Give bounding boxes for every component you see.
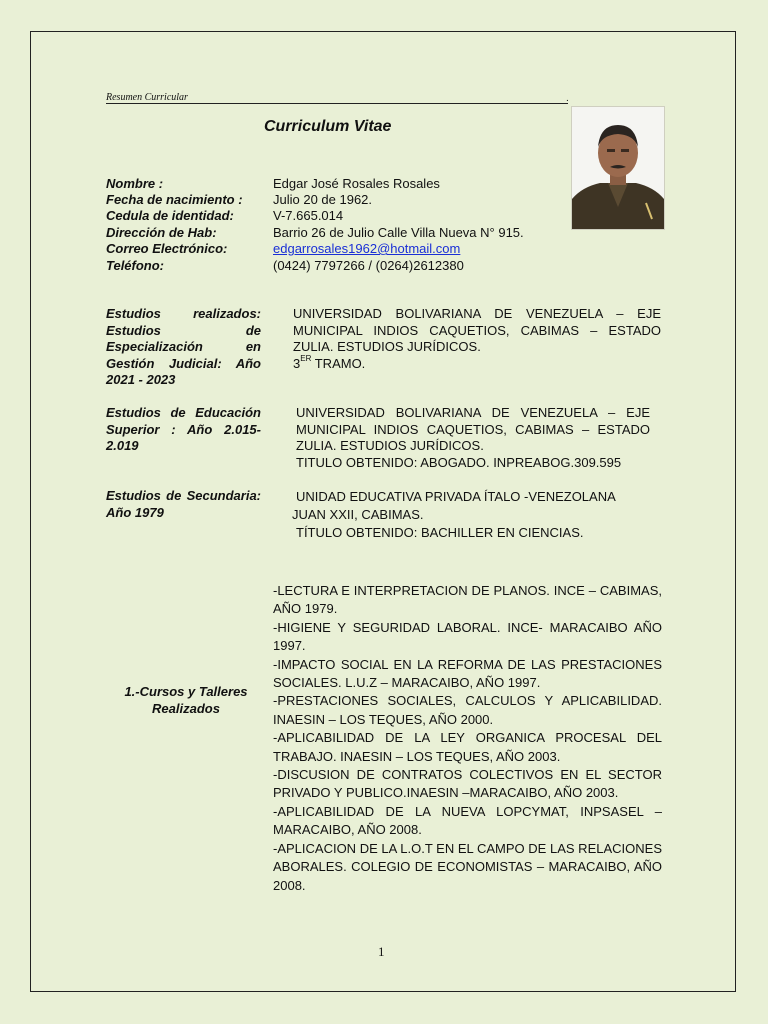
education-higher-line: UNIVERSIDAD BOLIVARIANA DE VENEZUELA – EJE MUNICIPAL INDIOS CAQUETIOS, CABIMAS – ESTADO ZULIA. ESTUDIOS JURÍDICOS. xyxy=(296,405,650,453)
education-higher-label: Estudios de Educación Superior : Año 2.015-2.019 xyxy=(106,405,261,453)
course-item: -DISCUSION DE CONTRATOS COLECTIVOS EN EL SECTOR PRIVADO Y PUBLICO.INAESIN –MARACAIBO, AÑO 2003. xyxy=(273,767,662,801)
course-item: -IMPACTO SOCIAL EN LA REFORMA DE LAS PRESTACIONES SOCIALES. L.U.Z – MARACAIBO, AÑO 1997. xyxy=(273,656,662,691)
education-secondary-text xyxy=(292,488,656,542)
running-header-dot: . xyxy=(566,93,569,104)
page-number: 1 xyxy=(378,944,385,959)
course-item: -LECTURA E INTERPRETACION DE PLANOS. INCE – CABIMAS, AÑO 1979. xyxy=(273,583,662,617)
running-header: Resumen Curricular xyxy=(106,92,568,104)
portrait-photo xyxy=(571,106,665,230)
education-secondary-label: Estudios de Secundaria: Año 1979 xyxy=(106,488,261,520)
phone-value: (0424) 7797266 / (0264)2612380 xyxy=(273,258,464,273)
email-label: Correo Electrónico: xyxy=(106,241,228,256)
education-secondary-school-cont: JUAN XXII, CABIMAS. xyxy=(292,507,424,522)
education-specialization-tramo: 3ER TRAMO. xyxy=(293,354,366,371)
courses-label: 1.-Cursos y Talleres Realizados xyxy=(124,684,248,716)
id-label: Cedula de identidad: xyxy=(106,208,234,223)
birthdate-label: Fecha de nacimiento : xyxy=(106,192,243,207)
name-value: Edgar José Rosales Rosales xyxy=(273,176,440,191)
education-specialization-line: UNIVERSIDAD BOLIVARIANA DE VENEZUELA – EJE MUNICIPAL INDIOS CAQUETIOS, CABIMAS – ESTADO ZULIA. ESTUDIOS JURÍDICOS. xyxy=(293,306,661,354)
address-label: Dirección de Hab: xyxy=(106,225,217,240)
birthdate-value: Julio 20 de 1962. xyxy=(273,192,373,207)
education-specialization-text xyxy=(293,306,661,372)
course-item: -HIGIENE Y SEGURIDAD LABORAL. INCE- MARACAIBO AÑO 1997. xyxy=(273,619,662,654)
email-link[interactable]: edgarrosales1962@hotmail.com xyxy=(273,241,461,256)
education-higher-text xyxy=(296,405,650,471)
courses-list xyxy=(273,582,662,895)
name-label: Nombre : xyxy=(106,176,164,191)
address-value: Barrio 26 de Julio Calle Villa Nueva N° 915. xyxy=(273,225,524,240)
education-specialization-label: Estudios realizados: Estudios de Especialización en Gestión Judicial: Año 2021 - 2023 xyxy=(106,306,261,387)
portrait-photo-icon xyxy=(572,107,664,229)
phone-label: Teléfono: xyxy=(106,258,165,273)
document-title: Curriculum Vitae xyxy=(264,118,392,135)
course-item: -PRESTACIONES SOCIALES, CALCULOS Y APLICABILIDAD. INAESIN – LOS TEQUES, AÑO 2000. xyxy=(273,693,662,727)
id-value: V-7.665.014 xyxy=(273,208,344,223)
education-higher-degree: TITULO OBTENIDO: ABOGADO. INPREABOG.309.595 xyxy=(296,454,622,470)
education-secondary-school: UNIDAD EDUCATIVA PRIVADA ÍTALO -VENEZOLANA xyxy=(296,489,616,504)
course-item: -APLICACION DE LA L.O.T EN EL CAMPO DE LAS RELACIONES ABORALES. COLEGIO DE ECONOMISTAS – MARACAIBO, AÑO 2008. xyxy=(273,840,662,893)
course-item: -APLICABILIDAD DE LA NUEVA LOPCYMAT, INPSASEL – MARACAIBO, AÑO 2008. xyxy=(273,803,662,838)
education-secondary-degree: TÍTULO OBTENIDO: BACHILLER EN CIENCIAS. xyxy=(296,525,584,540)
course-item: -APLICABILIDAD DE LA LEY ORGANICA PROCESAL DEL TRABAJO. INAESIN – LOS TEQUES, AÑO 2003. xyxy=(273,730,662,764)
